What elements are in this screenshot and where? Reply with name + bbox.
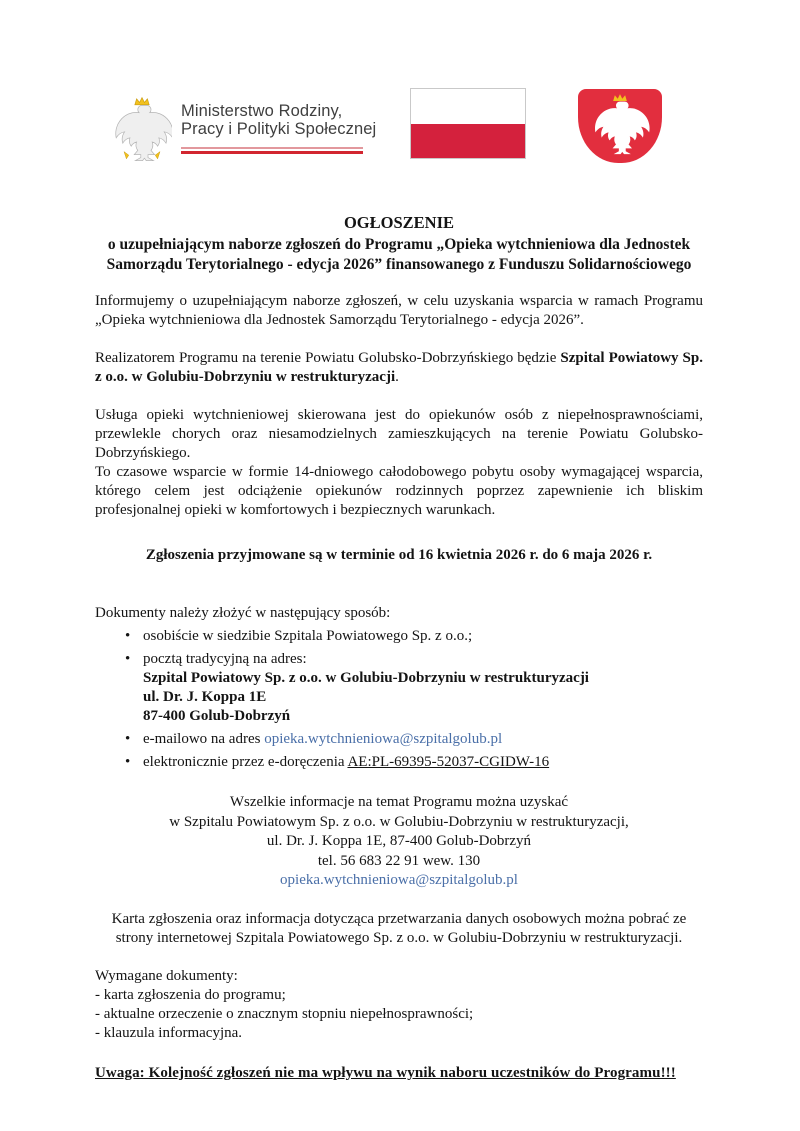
realizator-text: Realizatorem Programu na terenie Powiatu Golubsko-Dobrzyńskiego będzie — [95, 350, 561, 366]
list-item-in-person: • osobiście w siedzibie Szpitala Powiatowego Sp. z o.o.; — [95, 627, 703, 646]
contact-email-link[interactable]: opieka.wytchnieniowa@szpitalgolub.pl — [280, 872, 518, 888]
edelivery-address-code: AE:PL-69395-52037-CGIDW-16 — [347, 754, 550, 770]
list-item-edelivery: • elektronicznie przez e-doręczenia AE:PL-69395-52037-CGIDW-16 — [95, 753, 703, 772]
postal-address-line1: Szpital Powiatowy Sp. z o.o. w Golubiu-Dobrzyniu w restrukturyzacji — [143, 670, 589, 686]
contact-info-block — [95, 793, 703, 891]
ministry-name-line2: Pracy i Polityki Społecznej — [181, 119, 377, 138]
warning-note: Uwaga: Kolejność zgłoszeń nie ma wpływu na wynik naboru uczestników do Programu!!! — [95, 1064, 676, 1081]
contact-line3: ul. Dr. J. Koppa 1E, 87-400 Golub-Dobrzyń — [266, 833, 532, 849]
contact-line1: Wszelkie informacje na temat Programu można uzyskać — [229, 794, 569, 810]
list-item-email: • e-mailowo na adres opieka.wytchnieniowa@szpitalgolub.pl — [95, 730, 703, 749]
submission-methods-list — [95, 627, 703, 772]
paragraph-realizator: Realizatorem Programu na terenie Powiatu Golubsko-Dobrzyńskiego będzie Szpital Powiatowy Sp. z o.o. w Golubiu-Dobrzyniu w restrukturyzacji. — [95, 350, 703, 385]
paragraph-intro: Informujemy o uzupełniającym naborze zgłoszeń, w celu uzyskania wsparcia w ramach Programu „Opieka wytchnieniowa dla Jednostek Samorządu Terytorialnego - edycja 2026”. — [95, 293, 703, 328]
required-document-item: - aktualne orzeczenie o znacznym stopniu niepełnosprawności; — [95, 1005, 474, 1022]
required-documents-heading: Wymagane dokumenty: — [95, 967, 238, 984]
deadline-statement: Zgłoszenia przyjmowane są w terminie od 16 kwietnia 2026 r. do 6 maja 2026 r. — [145, 547, 653, 563]
email-link[interactable]: opieka.wytchnieniowa@szpitalgolub.pl — [264, 731, 503, 747]
contact-phone: tel. 56 683 22 91 wew. 130 — [317, 852, 481, 869]
paragraph-download-info: Karta zgłoszenia oraz informacja dotycząca przetwarzania danych osobowych można pobrać ze strony internetowej Szpitala Powiatowego Sp. z o.o. w Golubiu-Dobrzyniu w restrukturyzacji. — [111, 910, 687, 946]
paragraph-service-1: Usługa opieki wytchnieniowej skierowana jest do opiekunów osób z niepełnosprawnościami, przewlekle chorych oraz niesamodzielnych zamieszkujących na terenie Powiatu Golubsko-Dobrzyńskiego. — [95, 407, 703, 461]
paragraph-service-2: To czasowe wsparcie w formie 14-dniowego całodobowego pobytu osoby wymagającej wsparcia, którego celem jest odciążenie opiekunów rodzinnych poprzez zapewnienie ich bliskim profesjonalnej opieki w komfortowych i bezpiecznych warunkach. — [95, 464, 703, 518]
documents-intro: Dokumenty należy złożyć w następujący sposób: — [95, 605, 391, 621]
list-item-postal: • pocztą tradycyjną na adres: Szpital Powiatowy Sp. z o.o. w Golubiu-Dobrzyniu w restrukturyzacji ul. Dr. J. Koppa 1E 87-400 Golub-Dobrzyń — [95, 650, 703, 726]
postal-address-line2: ul. Dr. J. Koppa 1E — [143, 689, 267, 705]
required-documents-list — [95, 986, 703, 1043]
page-subtitle: o uzupełniającym naborze zgłoszeń do Programu „Opieka wytchnieniowa dla Jednostek Samorządu Terytorialnego - edycja 2026” finansowanego z Funduszu Solidarnościowego — [106, 236, 692, 273]
required-document-item: - karta zgłoszenia do programu; — [95, 986, 286, 1003]
postal-address-line3: 87-400 Golub-Dobrzyń — [143, 708, 291, 724]
realizator-hospital-name: Szpital Powiatowy Sp. z o.o. w Golubiu-Dobrzyniu w restrukturyzacji — [95, 350, 703, 385]
ministry-name-line1: Ministerstwo Rodziny, — [181, 102, 343, 120]
required-document-item: - klauzula informacyjna. — [95, 1024, 243, 1041]
contact-line2: w Szpitalu Powiatowym Sp. z o.o. w Golubiu-Dobrzyniu w restrukturyzacji, — [169, 813, 629, 830]
page-title: OGŁOSZENIE — [343, 213, 455, 232]
